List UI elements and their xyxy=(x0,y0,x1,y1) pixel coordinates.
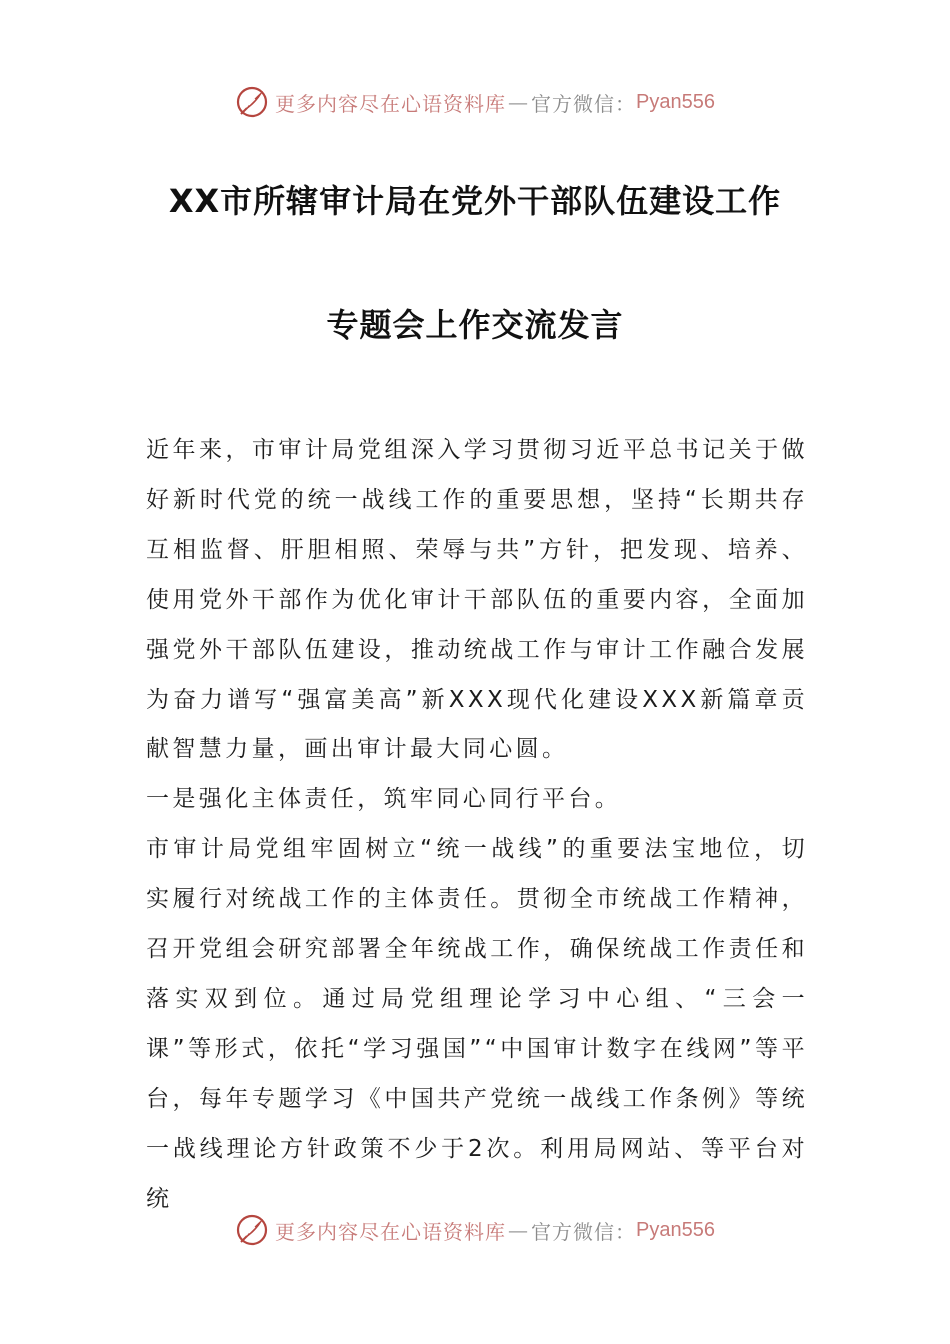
banner-wechat-id: Pyan556 xyxy=(636,1218,715,1241)
quill-pen-logo-icon xyxy=(235,1213,269,1247)
banner-official-label: 官方微信： xyxy=(531,91,637,116)
header-watermark-banner xyxy=(0,82,950,122)
banner-dash: — xyxy=(508,1218,530,1242)
document-title-line1: XX市所辖审计局在党外干部队伍建设工作 xyxy=(168,182,782,220)
document-title-line2: 专题会上作交流发言 xyxy=(326,306,624,344)
paragraph-section-heading: 一是强化主体责任，筑牢同心同行平台。 xyxy=(146,786,622,813)
banner-slogan: 更多内容尽在心语资料库 xyxy=(275,1219,507,1244)
banner-official-label: 官方微信： xyxy=(531,1219,637,1244)
paragraph-intro: 近年来，市审计局党组深入学习贯彻习近平总书记关于做好新时代党的统一战线工作的重要思想，坚持“长期共存互相监督、肝胆相照、荣辱与共”方针，把发现、培养、使用党外干部作为优化审计干部队伍的重要内容，全面加强党外干部队伍建设，推动统战工作与审计工作融合发展为奋力谱写“强富美高”新XXX现代化建设XXX新篇章贡献智慧力量，画出审计最大同心圆。 xyxy=(146,437,808,763)
banner-dash: — xyxy=(508,90,530,114)
banner-slogan: 更多内容尽在心语资料库 xyxy=(275,91,507,116)
document-body xyxy=(146,426,808,1225)
banner-wechat-id: Pyan556 xyxy=(636,90,715,113)
footer-watermark-banner xyxy=(0,1210,950,1250)
paragraph-section-body: 市审计局党组牢固树立“统一战线”的重要法宝地位，切实履行对统战工作的主体责任。贯彻全市统战工作精神，召开党组会研究部署全年统战工作，确保统战工作责任和落实双到位。通过局党组理论学习中心组、“三会一课”等形式，依托“学习强国”“中国审计数字在线网”等平台，每年专题学习《中国共产党统一战线工作条例》等统一战线理论方针政策不少于2次。利用局网站、等平台对统 xyxy=(146,836,808,1212)
quill-pen-logo-icon xyxy=(235,85,269,119)
